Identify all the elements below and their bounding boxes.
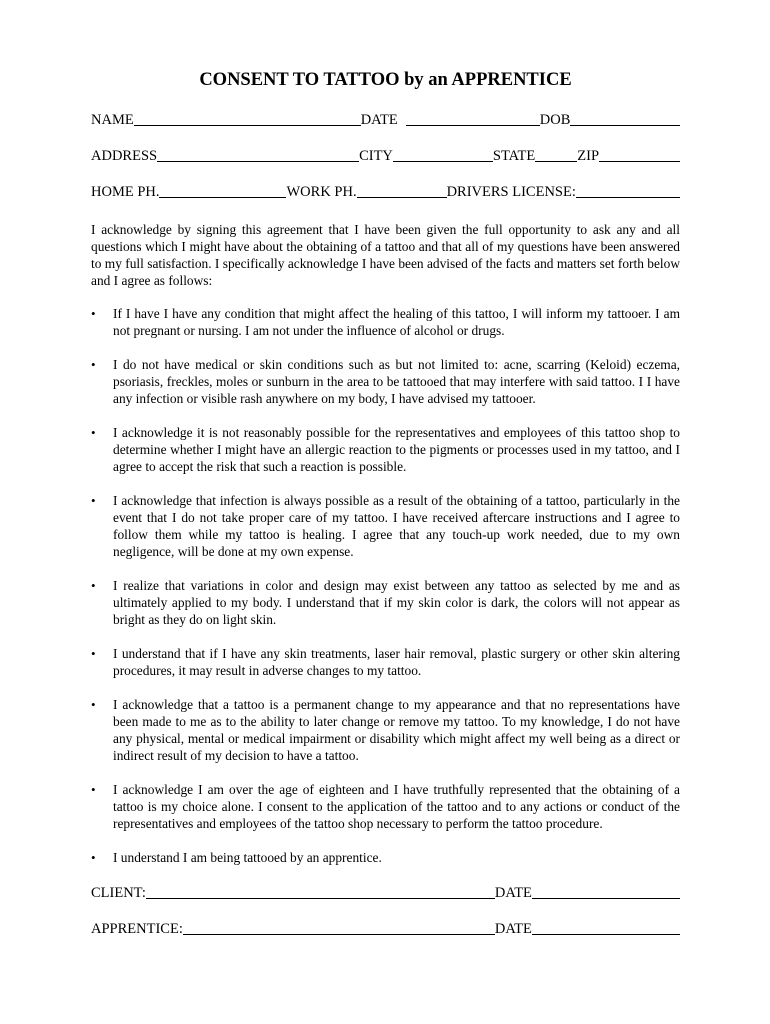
date-label: DATE xyxy=(360,112,398,128)
bullet-icon: • xyxy=(91,578,96,593)
page-title: CONSENT TO TATTOO by an APPRENTICE xyxy=(199,70,572,90)
bullet-icon: • xyxy=(91,850,96,865)
zip-label: ZIP xyxy=(577,148,600,164)
zip-field[interactable] xyxy=(599,147,680,162)
state-label: STATE xyxy=(492,148,536,164)
state-field[interactable] xyxy=(535,147,577,162)
acknowledgement-list xyxy=(91,305,680,866)
bullet-icon: • xyxy=(91,425,96,440)
list-item xyxy=(91,696,680,764)
bullet-icon: • xyxy=(91,697,96,712)
apprentice-date-field[interactable] xyxy=(532,920,680,935)
home-phone-field[interactable] xyxy=(159,183,286,198)
client-signature-field[interactable] xyxy=(146,884,495,899)
dob-field[interactable] xyxy=(570,111,680,126)
apprentice-signature-field[interactable] xyxy=(183,920,495,935)
work-phone-label: WORK PH. xyxy=(286,184,357,200)
spacer xyxy=(398,112,406,126)
bullet-icon: • xyxy=(91,306,96,321)
list-item-text: I do not have medical or skin conditions such as but not limited to: acne, scarring (Keloid) eczema, psoriasis, freckles, moles or sunburn in the area to be tattooed that may interfere with said tattoo. I I have any infection or visible rash anywhere on my body, I have advised my tattooer. xyxy=(113,357,680,406)
list-item xyxy=(91,424,680,475)
list-item-text: I acknowledge that infection is always possible as a result of the obtaining of a tattoo, particularly in the event that I do not take proper care of my tattoo. I have received aftercare instructions and I agree to follow them while my tattoo is healing. I agree that any touch-up work needed, due to my own negligence, will be done at my own expense. xyxy=(113,493,680,559)
list-item-text: I realize that variations in color and design may exist between any tattoo as selected by me and as ultimately applied to my body. I understand that if my skin color is dark, the colors will not appear as bright as they do on light skin. xyxy=(113,578,680,627)
dob-label: DOB xyxy=(539,112,571,128)
bullet-icon: • xyxy=(91,493,96,508)
personal-info-row-3 xyxy=(91,183,680,201)
apprentice-signature-row xyxy=(91,920,680,938)
list-item xyxy=(91,645,680,679)
list-item-text: I understand that if I have any skin treatments, laser hair removal, plastic surgery or other skin altering procedures, it may result in adverse changes to my tattoo. xyxy=(113,646,680,678)
city-field[interactable] xyxy=(393,147,493,162)
bullet-icon: • xyxy=(91,782,96,797)
client-date-field[interactable] xyxy=(532,884,680,899)
city-label: CITY xyxy=(359,148,393,164)
list-item-text: If I have I have any condition that might affect the healing of this tattoo, I will inform my tattooer. I am not pregnant or nursing. I am not under the influence of alcohol or drugs. xyxy=(113,306,680,338)
client-label: CLIENT: xyxy=(91,885,146,901)
list-item xyxy=(91,849,680,866)
list-item xyxy=(91,577,680,628)
bullet-icon: • xyxy=(91,357,96,372)
name-label: NAME xyxy=(91,112,134,128)
address-field[interactable] xyxy=(157,147,359,162)
list-item xyxy=(91,492,680,560)
client-signature-row xyxy=(91,884,680,902)
apprentice-label: APPRENTICE: xyxy=(91,921,183,937)
personal-info-row-1 xyxy=(91,111,680,129)
list-item-text: I acknowledge I am over the age of eighteen and I have truthfully represented that the obtaining of a tattoo is my choice alone. I consent to the application of the tattoo and to any actions or conduct of the representatives and employees of the tattoo shop necessary to perform the tattoo procedure. xyxy=(113,782,680,831)
drivers-license-label: DRIVERS LICENSE: xyxy=(446,184,576,200)
intro-paragraph: I acknowledge by signing this agreement that I have been given the full opportunity to ask any and all questions which I might have about the obtaining of a tattoo and that all of my questions have been answered to my full satisfaction. I specifically acknowledge I have been advised of the facts and matters set forth below and I agree as follows: xyxy=(91,222,680,288)
list-item xyxy=(91,305,680,339)
date-field[interactable] xyxy=(406,111,540,126)
drivers-license-field[interactable] xyxy=(576,183,680,198)
apprentice-date-label: DATE xyxy=(494,921,532,937)
list-item-text: I acknowledge it is not reasonably possible for the representatives and employees of this tattoo shop to determine whether I might have an allergic reaction to the pigments or processes used in my tattoo, and I agree to accept the risk that such a reaction is possible. xyxy=(113,425,680,474)
work-phone-field[interactable] xyxy=(357,183,447,198)
list-item-text: I acknowledge that a tattoo is a permanent change to my appearance and that no representations have been made to me as to the ability to later change or remove my tattoo. To my knowledge, I do not have any physical, mental or medical impairment or disability which might affect my well being as a direct or indirect result of my decision to have a tattoo. xyxy=(113,697,680,763)
bullet-icon: • xyxy=(91,646,96,661)
personal-info-row-2 xyxy=(91,147,680,165)
consent-form xyxy=(91,70,680,938)
list-item-text: I understand I am being tattooed by an apprentice. xyxy=(113,850,382,865)
name-field[interactable] xyxy=(134,111,361,126)
list-item xyxy=(91,356,680,407)
client-date-label: DATE xyxy=(494,885,532,901)
address-label: ADDRESS xyxy=(91,148,158,164)
list-item xyxy=(91,781,680,832)
home-phone-label: HOME PH. xyxy=(91,184,160,200)
